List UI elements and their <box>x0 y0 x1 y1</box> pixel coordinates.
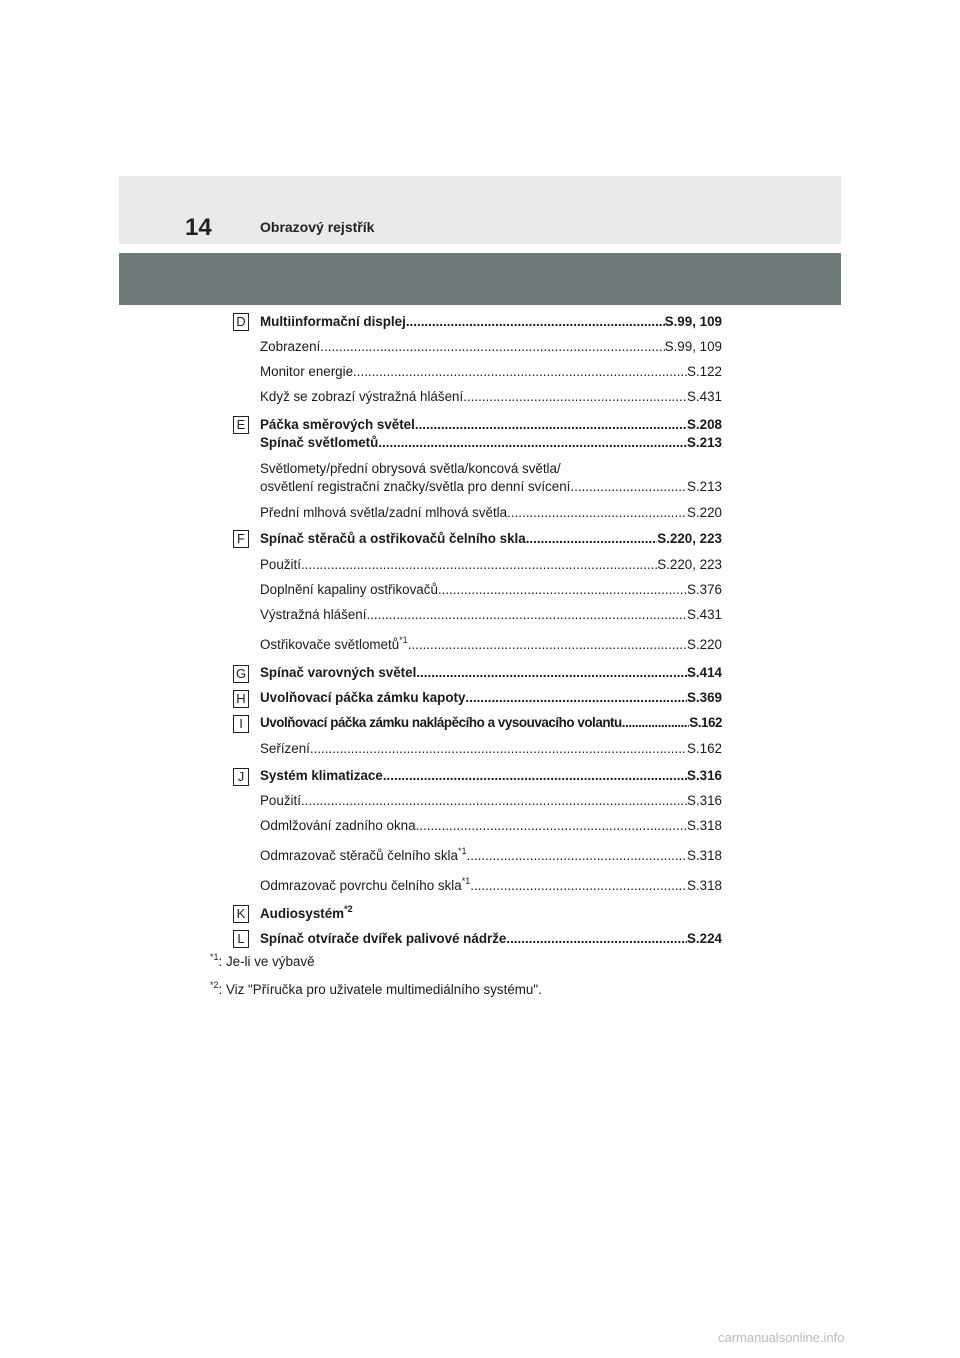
index-entry: Audiosystém$^{*2}$ <box>260 904 353 921</box>
section-tag-i: I <box>233 715 249 733</box>
index-entry: Spínač otvírače dvířek palivové nádrže ..... S.224 <box>260 931 722 947</box>
index-entry: Spínač varovných světel ..... S.414 <box>260 665 722 681</box>
index-entry: Odmrazovač stěračů čelního skla$^{*1}$ ..... S.318 <box>260 848 722 864</box>
footnote: $^{*1}$: Je-li ve výbavě <box>210 952 315 969</box>
index-entry: Použití ..... S.220, 223 <box>260 557 722 573</box>
index-entry: Páčka směrových světel ..... S.208 <box>260 417 722 433</box>
section-tag-d: D <box>233 313 249 331</box>
section-tag-g: G <box>233 665 249 683</box>
index-entry: Světlomety/přední obrysová světla/koncová světla/ osvětlení registrační značky/světla pro denní svícení ..... S.213 <box>260 461 722 495</box>
section-tag-k: K <box>233 905 249 923</box>
section-tag-e: E <box>233 416 249 434</box>
index-entry: Seřízení ..... S.162 <box>260 741 722 757</box>
section-tag-l: L <box>233 930 249 948</box>
index-entry: Přední mlhová světla/zadní mlhová světla ..... S.220 <box>260 505 722 521</box>
page-number: 14 <box>185 214 212 241</box>
section-title: Obrazový rejstřík <box>260 219 375 235</box>
index-entry: Spínač stěračů a ostřikovačů čelního skla ..... S.220, 223 <box>260 531 722 547</box>
footnote: $^{*2}$: Viz "Příručka pro uživatele multimediálního systému". <box>210 980 542 997</box>
index-entry: Odmrazovač povrchu čelního skla$^{*1}$ ..... S.318 <box>260 878 722 894</box>
header-band <box>119 176 841 244</box>
section-tag-f: F <box>233 530 249 548</box>
index-entry: Zobrazení ..... S.99, 109 <box>260 339 722 355</box>
index-entry: Systém klimatizace ..... S.316 <box>260 768 722 784</box>
index-entry: Uvolňovací páčka zámku kapoty ..... S.369 <box>260 690 722 706</box>
index-entry: Výstražná hlášení ..... S.431 <box>260 607 722 623</box>
watermark: carmanualsonline.info <box>718 1330 845 1345</box>
header-dark-band <box>119 253 841 305</box>
section-tag-h: H <box>233 690 249 708</box>
index-entry: Ostřikovače světlometů$^{*1}$ ..... S.220 <box>260 637 722 653</box>
index-entry: Použití ..... S.316 <box>260 793 722 809</box>
index-entry: Monitor energie ..... S.122 <box>260 364 722 380</box>
index-entry: Když se zobrazí výstražná hlášení ..... S.431 <box>260 389 722 405</box>
index-entry: Odmlžování zadního okna ..... S.318 <box>260 818 722 834</box>
index-entry: Uvolňovací páčka zámku naklápěcího a vysouvacího volantu ..... S.162 <box>260 715 722 731</box>
index-entry: Multiinformační displej ..... S.99, 109 <box>260 314 722 330</box>
index-entry: Doplnění kapaliny ostřikovačů ..... S.376 <box>260 582 722 598</box>
section-tag-j: J <box>233 768 249 786</box>
index-entry: Spínač světlometů ..... S.213 <box>260 435 722 451</box>
